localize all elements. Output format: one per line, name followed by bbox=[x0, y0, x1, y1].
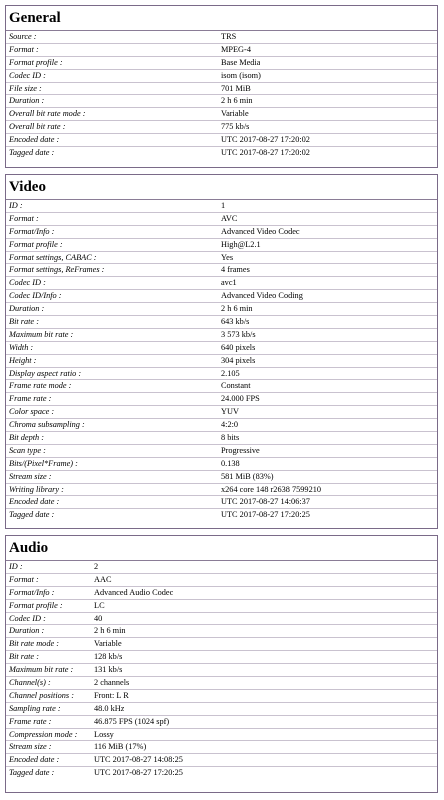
video-field-label: Width : bbox=[9, 342, 34, 352]
general-field-value: 2 h 6 min bbox=[221, 96, 253, 106]
audio-row bbox=[6, 587, 437, 600]
general-title: General bbox=[9, 10, 61, 26]
video-row bbox=[6, 239, 437, 252]
video-field-value: Constant bbox=[221, 381, 251, 391]
general-field-label: File size : bbox=[9, 83, 42, 93]
audio-field-value: Variable bbox=[94, 639, 122, 649]
video-field-value: YUV bbox=[221, 407, 239, 417]
audio-field-value: Front: L R bbox=[94, 690, 129, 700]
audio-field-label: Duration : bbox=[9, 626, 45, 636]
video-field-label: Display aspect ratio : bbox=[9, 368, 82, 378]
video-field-value: 24.000 FPS bbox=[221, 394, 260, 404]
video-row bbox=[6, 458, 437, 471]
video-row bbox=[6, 277, 437, 290]
video-field-label: Tagged date : bbox=[9, 510, 55, 520]
audio-field-label: Channel positions : bbox=[9, 690, 74, 700]
video-row bbox=[6, 380, 437, 393]
general-field-value: isom (isom) bbox=[221, 70, 261, 80]
video-field-label: Format settings, ReFrames : bbox=[9, 265, 105, 275]
general-field-value: 775 kb/s bbox=[221, 122, 250, 132]
general-field-label: Overall bit rate mode : bbox=[9, 109, 86, 119]
audio-field-label: Encoded date : bbox=[9, 755, 60, 765]
general-field-label: Codec ID : bbox=[9, 70, 46, 80]
audio-row bbox=[6, 625, 437, 638]
audio-field-label: Format/Info : bbox=[9, 587, 55, 597]
video-field-label: Encoded date : bbox=[9, 497, 60, 507]
video-row bbox=[6, 329, 437, 342]
audio-field-value: 40 bbox=[94, 613, 103, 623]
general-row bbox=[6, 31, 437, 44]
video-row bbox=[6, 406, 437, 419]
video-field-label: Bit depth : bbox=[9, 433, 45, 443]
audio-field-label: Maximum bit rate : bbox=[9, 665, 74, 675]
general-field-value: 701 MiB bbox=[221, 83, 251, 93]
audio-row bbox=[6, 651, 437, 664]
audio-row bbox=[6, 690, 437, 703]
video-field-value: AVC bbox=[221, 213, 238, 223]
general-field-value: UTC 2017-08-27 17:20:02 bbox=[221, 148, 310, 158]
video-field-value: 2 h 6 min bbox=[221, 304, 253, 314]
general-row bbox=[6, 108, 437, 121]
audio-field-value: 2 h 6 min bbox=[94, 626, 126, 636]
video-row bbox=[6, 368, 437, 381]
video-field-value: Advanced Video Codec bbox=[221, 226, 300, 236]
audio-field-value: 116 MiB (17%) bbox=[94, 742, 147, 752]
video-field-label: Format : bbox=[9, 213, 39, 223]
video-row bbox=[6, 432, 437, 445]
audio-field-value: Advanced Audio Codec bbox=[94, 587, 174, 597]
video-row bbox=[6, 471, 437, 484]
video-row bbox=[6, 509, 437, 522]
video-row bbox=[6, 290, 437, 303]
general-field-label: Format profile : bbox=[9, 57, 63, 67]
general-field-label: Source : bbox=[9, 32, 37, 41]
video-field-value: Progressive bbox=[221, 445, 260, 455]
audio-field-label: Codec ID : bbox=[9, 613, 46, 623]
video-field-label: Codec ID : bbox=[9, 278, 46, 288]
video-field-value: UTC 2017-08-27 14:06:37 bbox=[221, 497, 310, 507]
audio-row bbox=[6, 613, 437, 626]
audio-field-value: 46.875 FPS (1024 spf) bbox=[94, 716, 170, 726]
audio-field-label: Stream size : bbox=[9, 742, 52, 752]
video-field-label: Bits/(Pixel*Frame) : bbox=[9, 458, 78, 468]
general-field-label: Duration : bbox=[9, 96, 45, 106]
video-field-label: Bit rate : bbox=[9, 317, 39, 327]
video-field-label: ID : bbox=[9, 201, 23, 210]
general-section bbox=[5, 5, 438, 168]
general-field-value: MPEG-4 bbox=[221, 44, 251, 54]
audio-field-label: Bit rate mode : bbox=[9, 639, 60, 649]
video-field-value: 4:2:0 bbox=[221, 420, 239, 430]
video-field-value: 0.138 bbox=[221, 458, 240, 468]
audio-row bbox=[6, 638, 437, 651]
audio-field-label: Frame rate : bbox=[9, 716, 52, 726]
audio-field-value: UTC 2017-08-27 17:20:25 bbox=[94, 768, 183, 778]
audio-row bbox=[6, 600, 437, 613]
video-title: Video bbox=[9, 179, 46, 195]
audio-row bbox=[6, 767, 437, 780]
video-field-label: Duration : bbox=[9, 304, 45, 314]
general-field-value: Base Media bbox=[221, 57, 261, 67]
general-field-label: Tagged date : bbox=[9, 148, 55, 158]
video-row bbox=[6, 303, 437, 316]
audio-field-label: Sampling rate : bbox=[9, 703, 61, 713]
video-field-value: Advanced Video Coding bbox=[221, 291, 303, 301]
video-field-label: Height : bbox=[9, 355, 37, 365]
video-row bbox=[6, 484, 437, 497]
video-row bbox=[6, 316, 437, 329]
video-field-label: Color space : bbox=[9, 407, 55, 417]
audio-section bbox=[5, 535, 438, 793]
video-row bbox=[6, 342, 437, 355]
video-row bbox=[6, 445, 437, 458]
video-row bbox=[6, 200, 437, 213]
audio-field-label: Format profile : bbox=[9, 600, 63, 610]
audio-field-value: Lossy bbox=[94, 729, 114, 739]
audio-field-value: 48.0 kHz bbox=[94, 703, 125, 713]
audio-field-label: ID : bbox=[9, 562, 23, 571]
audio-field-value: 2 bbox=[94, 562, 99, 571]
video-row bbox=[6, 355, 437, 368]
video-field-value: 8 bits bbox=[221, 433, 240, 443]
audio-row bbox=[6, 716, 437, 729]
video-field-value: 643 kb/s bbox=[221, 317, 250, 327]
audio-field-value: 128 kb/s bbox=[94, 652, 123, 662]
audio-row bbox=[6, 574, 437, 587]
video-field-label: Format settings, CABAC : bbox=[9, 252, 97, 262]
audio-table bbox=[6, 560, 437, 780]
video-field-value: 1 bbox=[221, 201, 226, 210]
audio-row bbox=[6, 677, 437, 690]
video-field-label: Writing library : bbox=[9, 484, 64, 494]
audio-row bbox=[6, 741, 437, 754]
video-table bbox=[6, 199, 437, 522]
general-row bbox=[6, 121, 437, 134]
general-row bbox=[6, 70, 437, 83]
video-field-value: 2.105 bbox=[221, 368, 240, 378]
video-row bbox=[6, 393, 437, 406]
general-field-label: Format : bbox=[9, 44, 39, 54]
video-field-value: 304 pixels bbox=[221, 355, 256, 365]
general-table bbox=[6, 30, 437, 160]
audio-row bbox=[6, 703, 437, 716]
video-row bbox=[6, 419, 437, 432]
audio-field-value: UTC 2017-08-27 14:08:25 bbox=[94, 755, 183, 765]
audio-row bbox=[6, 729, 437, 742]
audio-field-label: Tagged date : bbox=[9, 768, 55, 778]
video-field-value: 3 573 kb/s bbox=[221, 329, 256, 339]
general-row bbox=[6, 147, 437, 160]
general-row bbox=[6, 134, 437, 147]
audio-field-label: Bit rate : bbox=[9, 652, 39, 662]
audio-row bbox=[6, 754, 437, 767]
audio-field-label: Format : bbox=[9, 574, 39, 584]
video-field-label: Stream size : bbox=[9, 471, 52, 481]
video-row bbox=[6, 252, 437, 265]
audio-field-value: 2 channels bbox=[94, 678, 130, 688]
general-field-value: TRS bbox=[221, 32, 237, 41]
video-row bbox=[6, 213, 437, 226]
video-field-label: Codec ID/Info : bbox=[9, 291, 62, 301]
video-field-value: UTC 2017-08-27 17:20:25 bbox=[221, 510, 310, 520]
video-field-label: Frame rate mode : bbox=[9, 381, 72, 391]
video-field-value: avc1 bbox=[221, 278, 237, 288]
audio-field-label: Compression mode : bbox=[9, 729, 78, 739]
audio-row bbox=[6, 664, 437, 677]
video-field-value: x264 core 148 r2638 7599210 bbox=[221, 484, 322, 494]
general-field-label: Encoded date : bbox=[9, 135, 60, 145]
general-field-value: Variable bbox=[221, 109, 249, 119]
audio-field-label: Channel(s) : bbox=[9, 678, 51, 688]
video-field-value: 4 frames bbox=[221, 265, 250, 275]
general-row bbox=[6, 83, 437, 96]
video-field-label: Chroma subsampling : bbox=[9, 420, 85, 430]
audio-field-value: 131 kb/s bbox=[94, 665, 123, 675]
video-field-label: Maximum bit rate : bbox=[9, 329, 74, 339]
audio-field-value: LC bbox=[94, 600, 105, 610]
video-section bbox=[5, 174, 438, 529]
video-field-label: Format/Info : bbox=[9, 226, 55, 236]
video-row bbox=[6, 496, 437, 509]
audio-row bbox=[6, 561, 437, 574]
video-row bbox=[6, 264, 437, 277]
video-field-value: High@L2.1 bbox=[221, 239, 261, 249]
audio-field-value: AAC bbox=[94, 574, 112, 584]
video-field-value: 640 pixels bbox=[221, 342, 256, 352]
video-field-value: 581 MiB (83%) bbox=[221, 471, 274, 481]
general-row bbox=[6, 95, 437, 108]
video-field-label: Format profile : bbox=[9, 239, 63, 249]
video-field-value: Yes bbox=[221, 252, 234, 262]
video-row bbox=[6, 226, 437, 239]
general-row bbox=[6, 57, 437, 70]
audio-title: Audio bbox=[9, 540, 49, 556]
video-field-label: Scan type : bbox=[9, 445, 46, 455]
general-field-label: Overall bit rate : bbox=[9, 122, 66, 132]
video-field-label: Frame rate : bbox=[9, 394, 52, 404]
general-row bbox=[6, 44, 437, 57]
general-field-value: UTC 2017-08-27 17:20:02 bbox=[221, 135, 310, 145]
